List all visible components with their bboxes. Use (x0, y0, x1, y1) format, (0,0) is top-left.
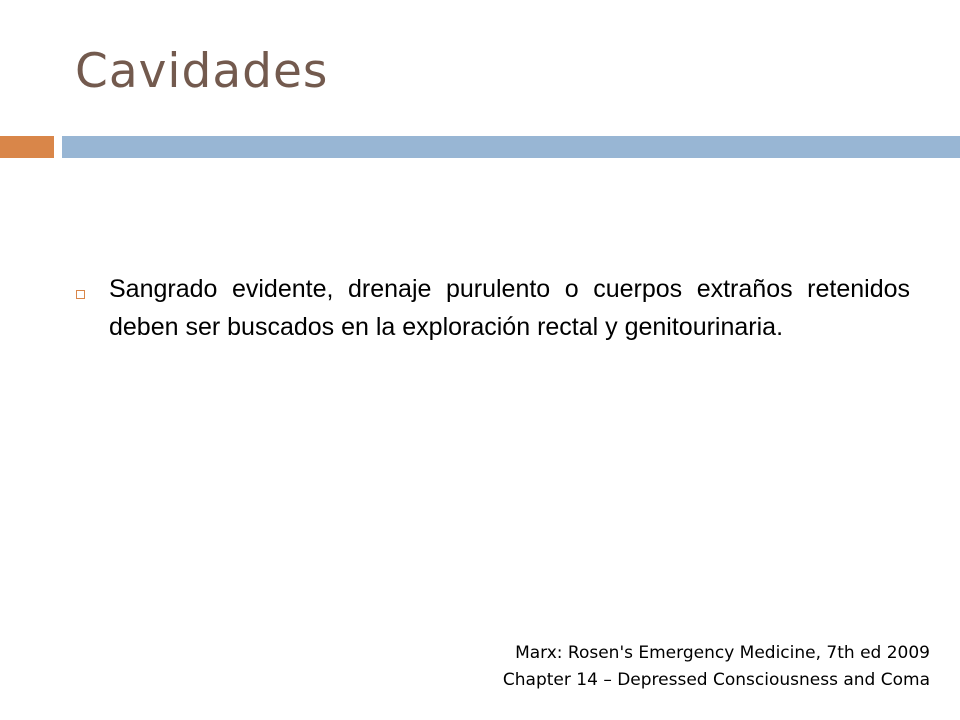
citation (503, 640, 930, 694)
title-accent-bar-orange (0, 136, 54, 158)
citation-line-2: Chapter 14 – Depressed Consciousness and Coma (502, 670, 930, 690)
citation-line-1: Marx: Rosen's Emergency Medicine, 7th ed 2009 (515, 643, 930, 663)
hollow-square-bullet-icon (76, 290, 85, 299)
bullet-text: Sangrado evidente, drenaje purulento o cuerpos extraños retenidos deben ser buscados en la exploración rectal y genitourinaria. (109, 275, 910, 341)
bullet-item (76, 270, 910, 346)
slide-title: Cavidades (75, 44, 329, 99)
title-accent-bar-blue (62, 136, 960, 158)
